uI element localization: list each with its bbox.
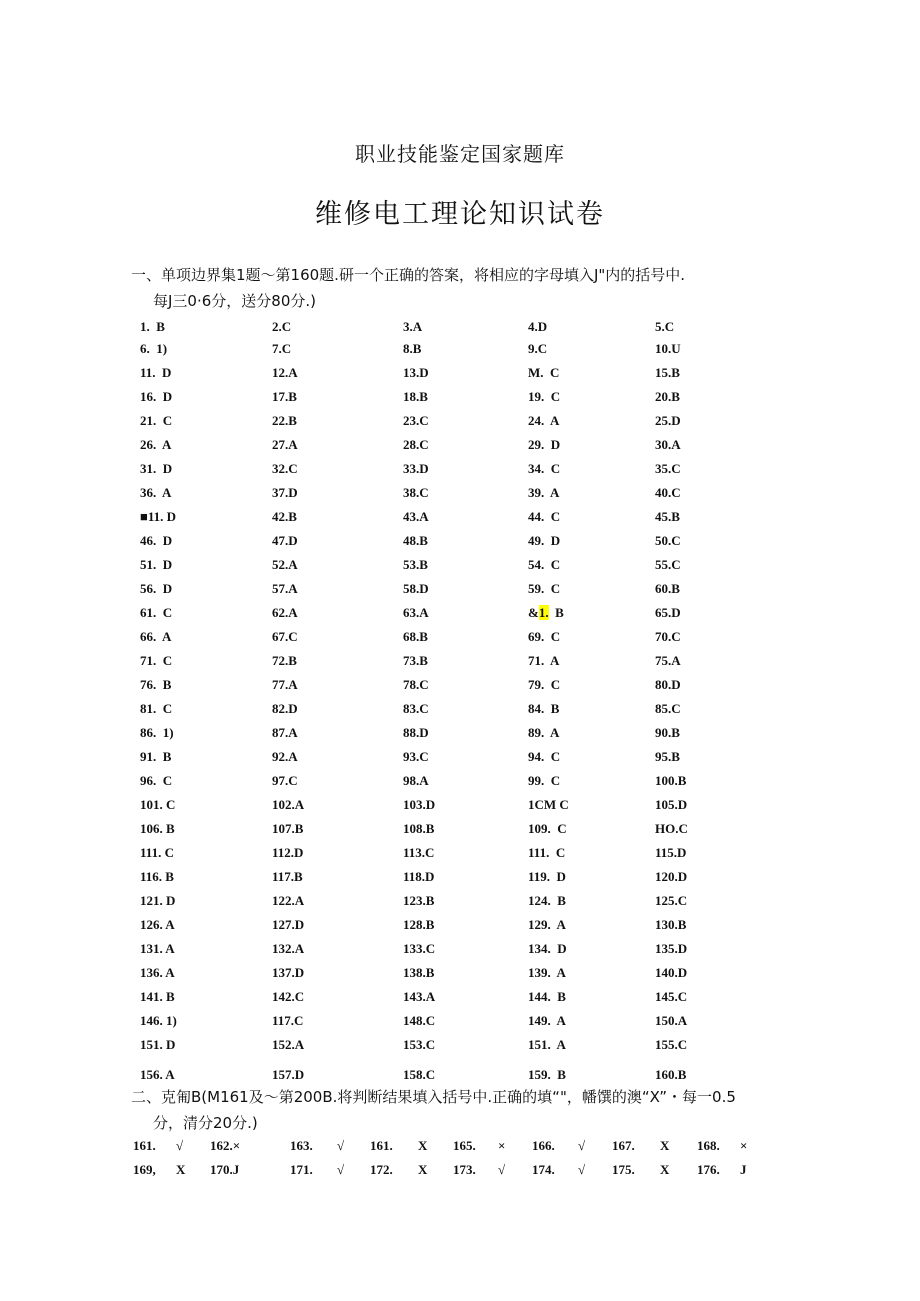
answer-cell: 109. C xyxy=(528,821,567,836)
section2-line1: 二、克匍B(M161及〜第200B.将判断结果填入括号中.正确的填“"，幡馔的澳“X”・每一0.5 xyxy=(131,1088,736,1106)
highlight-mark: 1. xyxy=(538,605,549,620)
answer-cell: 152.A xyxy=(272,1037,305,1052)
answer-cell: 142.C xyxy=(272,989,305,1004)
answer-cell: 32.C xyxy=(272,461,298,476)
answer-cell: 128.B xyxy=(403,917,435,932)
answer-cell: HO.C xyxy=(655,821,688,836)
answer-cell: 102.A xyxy=(272,797,305,812)
answer-cell: 91. B xyxy=(140,749,172,764)
answer-cell: 34. C xyxy=(528,461,561,476)
answer-cell: 153.C xyxy=(403,1037,436,1052)
answer-cell: 85.C xyxy=(655,701,681,716)
judgement-cell: X xyxy=(418,1138,428,1153)
answer-cell: 5.C xyxy=(655,319,675,334)
answer-cell: 98.A xyxy=(403,773,429,788)
answer-cell: 57.A xyxy=(272,581,298,596)
answer-cell: 28.C xyxy=(403,437,429,452)
answer-cell: 138.B xyxy=(403,965,435,980)
answer-cell: 52.A xyxy=(272,557,298,572)
section1-line2: 每J三0·6分，送分80分.) xyxy=(153,292,316,310)
answer-cell: 107.B xyxy=(272,821,304,836)
answer-cell: 123.B xyxy=(403,893,435,908)
answer-cell: 83.C xyxy=(403,701,429,716)
answer-cell: 4.D xyxy=(528,319,548,334)
section2-line2: 分，清分20分.) xyxy=(153,1114,258,1132)
answer-cell: 125.C xyxy=(655,893,688,908)
answer-cell: 50.C xyxy=(655,533,681,548)
answer-cell: 25.D xyxy=(655,413,681,428)
answer-cell: 93.C xyxy=(403,749,429,764)
judgement-cell: 167. xyxy=(612,1138,635,1153)
answer-cell: 40.C xyxy=(655,485,681,500)
answer-cell: 101. C xyxy=(140,797,176,812)
judgement-cell: √ xyxy=(337,1138,345,1153)
answer-cell: 82.D xyxy=(272,701,298,716)
answer-cell: 80.D xyxy=(655,677,681,692)
judgement-cell: √ xyxy=(498,1162,506,1177)
judgement-cell: 165. xyxy=(453,1138,476,1153)
answer-cell: 160.B xyxy=(655,1067,687,1082)
judgement-cell: 170.J xyxy=(210,1162,240,1177)
exam-bank-header: 职业技能鉴定国家题库 xyxy=(355,142,565,166)
answer-cell: 115.D xyxy=(655,845,687,860)
judgement-cell: 174. xyxy=(532,1162,555,1177)
judgement-cell: 171. xyxy=(290,1162,313,1177)
answer-cell: 65.D xyxy=(655,605,681,620)
answer-cell: 113.C xyxy=(403,845,435,860)
answer-cell: 27.A xyxy=(272,437,298,452)
answer-cell: 92.A xyxy=(272,749,298,764)
answer-cell: 53.B xyxy=(403,557,428,572)
answer-cell: 73.B xyxy=(403,653,428,668)
answer-cell: 23.C xyxy=(403,413,429,428)
answer-cell: 7.C xyxy=(272,341,292,356)
judgement-cell: X xyxy=(660,1162,670,1177)
answer-cell: 13.D xyxy=(403,365,429,380)
answer-cell: 132.A xyxy=(272,941,305,956)
answer-cell: 11. D xyxy=(140,365,172,380)
answer-cell: 79. C xyxy=(528,677,561,692)
answer-cell: M. C xyxy=(528,365,560,380)
answer-cell: 139. A xyxy=(528,965,566,980)
answer-cell: 122.A xyxy=(272,893,305,908)
answer-cell: 37.D xyxy=(272,485,298,500)
judgement-cell: 161. xyxy=(370,1138,393,1153)
answer-cell: 55.C xyxy=(655,557,681,572)
answer-cell: 6. 1) xyxy=(140,341,168,356)
answer-cell: 39. A xyxy=(528,485,560,500)
answer-cell: 31. D xyxy=(140,461,173,476)
answer-cell: 10.U xyxy=(655,341,681,356)
judgement-cell: 161. xyxy=(133,1138,156,1153)
answer-cell: 118.D xyxy=(403,869,435,884)
answer-cell: 26. A xyxy=(140,437,172,452)
answer-cell: 103.D xyxy=(403,797,436,812)
answer-cell: 45.B xyxy=(655,509,680,524)
judgement-cell: J xyxy=(740,1162,747,1177)
answer-cell: ■11. D xyxy=(140,509,177,524)
answer-cell: 71. A xyxy=(528,653,560,668)
answer-cell: 100.B xyxy=(655,773,687,788)
answer-cell: 16. D xyxy=(140,389,173,404)
answer-cell: 63.A xyxy=(403,605,429,620)
answer-cell: 119. D xyxy=(528,869,566,884)
answer-cell: 120.D xyxy=(655,869,688,884)
answer-cell: 89. A xyxy=(528,725,560,740)
answer-cell: 124. B xyxy=(528,893,566,908)
answer-cell: 66. A xyxy=(140,629,172,644)
answer-cell: 136. A xyxy=(140,965,175,980)
answer-cell: 38.C xyxy=(403,485,429,500)
judgement-cell: × xyxy=(498,1138,506,1153)
judgement-cell: 168. xyxy=(697,1138,720,1153)
answer-cell: 43.A xyxy=(403,509,429,524)
answer-cell: 36. A xyxy=(140,485,172,500)
answer-cell: 159. B xyxy=(528,1067,566,1082)
answer-cell: 58.D xyxy=(403,581,429,596)
answer-cell: 87.A xyxy=(272,725,298,740)
answer-cell: 49. D xyxy=(528,533,561,548)
answer-cell: 67.C xyxy=(272,629,298,644)
answer-cell: 129. A xyxy=(528,917,566,932)
answer-cell: 51. D xyxy=(140,557,173,572)
answer-cell: 62.A xyxy=(272,605,298,620)
answer-cell: 33.D xyxy=(403,461,429,476)
answer-cell: 144. B xyxy=(528,989,566,1004)
judgement-cell: 172. xyxy=(370,1162,393,1177)
answer-cell: 134. D xyxy=(528,941,567,956)
answer-cell: 135.D xyxy=(655,941,688,956)
answer-cell: 30.A xyxy=(655,437,681,452)
answer-cell: 56. D xyxy=(140,581,173,596)
answer-cell: 140.D xyxy=(655,965,688,980)
answer-cell: 111. C xyxy=(140,845,174,860)
answer-cell: 48.B xyxy=(403,533,428,548)
answer-cell: 106. B xyxy=(140,821,175,836)
answer-cell: 81. C xyxy=(140,701,173,716)
answer-cell: &1. B xyxy=(528,605,564,620)
answer-cell: 19. C xyxy=(528,389,561,404)
answer-cell: 42.B xyxy=(272,509,297,524)
answer-cell: 131. A xyxy=(140,941,175,956)
answer-cell: 151. A xyxy=(528,1037,566,1052)
answer-cell: 84. B xyxy=(528,701,560,716)
judgement-cell: √ xyxy=(337,1162,345,1177)
answer-cell: 108.B xyxy=(403,821,435,836)
answer-cell: 95.B xyxy=(655,749,680,764)
answer-cell: 72.B xyxy=(272,653,297,668)
answer-cell: 47.D xyxy=(272,533,298,548)
answer-cell: 146. 1) xyxy=(140,1013,177,1028)
answer-cell: 86. 1) xyxy=(140,725,174,740)
answer-cell: 21. C xyxy=(140,413,173,428)
answer-cell: 150.A xyxy=(655,1013,688,1028)
answer-cell: 126. A xyxy=(140,917,175,932)
answer-cell: 71. C xyxy=(140,653,173,668)
answer-cell: 2.C xyxy=(272,319,292,334)
answer-cell: 24. A xyxy=(528,413,560,428)
answer-cell: 117.C xyxy=(272,1013,304,1028)
answer-cell: 105.D xyxy=(655,797,688,812)
answer-cell: 127.D xyxy=(272,917,305,932)
answer-cell: 94. C xyxy=(528,749,561,764)
answer-cell: 8.B xyxy=(403,341,422,356)
judgement-cell: 166. xyxy=(532,1138,555,1153)
exam-title: 维修电工理论知识试卷 xyxy=(315,199,605,230)
answer-cell: 155.C xyxy=(655,1037,688,1052)
answer-cell: 97.C xyxy=(272,773,298,788)
answer-cell: 151. D xyxy=(140,1037,176,1052)
answer-cell: 46. D xyxy=(140,533,173,548)
answer-cell: 22.B xyxy=(272,413,297,428)
answer-cell: 70.C xyxy=(655,629,681,644)
answer-cell: 15.B xyxy=(655,365,680,380)
answer-cell: 78.C xyxy=(403,677,429,692)
answer-cell: 112.D xyxy=(272,845,304,860)
answer-cell: 149. A xyxy=(528,1013,566,1028)
answer-cell: 54. C xyxy=(528,557,561,572)
answer-cell: 130.B xyxy=(655,917,687,932)
answer-cell: 20.B xyxy=(655,389,680,404)
answer-cell: 60.B xyxy=(655,581,680,596)
answer-cell: 1CM C xyxy=(528,797,569,812)
answer-cell: 69. C xyxy=(528,629,561,644)
answer-cell: 148.C xyxy=(403,1013,436,1028)
judgement-cell: 176. xyxy=(697,1162,720,1177)
answer-cell: 90.B xyxy=(655,725,680,740)
answer-cell: 158.C xyxy=(403,1067,436,1082)
answer-cell: 96. C xyxy=(140,773,173,788)
answer-cell: 77.A xyxy=(272,677,298,692)
answer-cell: 121. D xyxy=(140,893,176,908)
answer-cell: 35.C xyxy=(655,461,681,476)
judgement-cell: 162.× xyxy=(210,1138,241,1153)
answer-cell: 12.A xyxy=(272,365,298,380)
answer-cell: 75.A xyxy=(655,653,681,668)
answer-cell: 137.D xyxy=(272,965,305,980)
judgement-cell: X xyxy=(176,1162,186,1177)
answer-cell: 3.A xyxy=(403,319,423,334)
judgement-cell: × xyxy=(740,1138,748,1153)
answer-cell: 111. C xyxy=(528,845,566,860)
answer-cell: 99. C xyxy=(528,773,561,788)
answer-cell: 76. B xyxy=(140,677,172,692)
answer-cell: 133.C xyxy=(403,941,436,956)
answer-cell: 18.B xyxy=(403,389,428,404)
judgement-cell: √ xyxy=(578,1162,586,1177)
answer-cell: 141. B xyxy=(140,989,175,1004)
answer-cell: 17.B xyxy=(272,389,297,404)
answer-cell: 59. C xyxy=(528,581,561,596)
judgement-cell: 173. xyxy=(453,1162,476,1177)
section1-line1: 一、单项边界集1题〜第160题.研一个正确的答案，将相应的字母填入J"内的括号中. xyxy=(131,266,686,284)
answer-cell: 145.C xyxy=(655,989,688,1004)
answer-cell: 44. C xyxy=(528,509,561,524)
answer-cell: 88.D xyxy=(403,725,429,740)
answer-cell: 117.B xyxy=(272,869,303,884)
answer-cell: 9.C xyxy=(528,341,548,356)
judgement-cell: 175. xyxy=(612,1162,635,1177)
answer-cell: 68.B xyxy=(403,629,428,644)
answer-cell: 157.D xyxy=(272,1067,305,1082)
answer-cell: 143.A xyxy=(403,989,436,1004)
judgement-cell: 169, xyxy=(133,1162,156,1177)
judgement-cell: 163. xyxy=(290,1138,313,1153)
answer-cell: 116. B xyxy=(140,869,174,884)
judgement-cell: √ xyxy=(176,1138,184,1153)
judgement-cell: √ xyxy=(578,1138,586,1153)
judgement-cell: X xyxy=(660,1138,670,1153)
answer-cell: 61. C xyxy=(140,605,173,620)
answer-cell: 156. A xyxy=(140,1067,175,1082)
judgement-cell: X xyxy=(418,1162,428,1177)
answer-cell: 1. B xyxy=(140,319,165,334)
answer-cell: 29. D xyxy=(528,437,561,452)
